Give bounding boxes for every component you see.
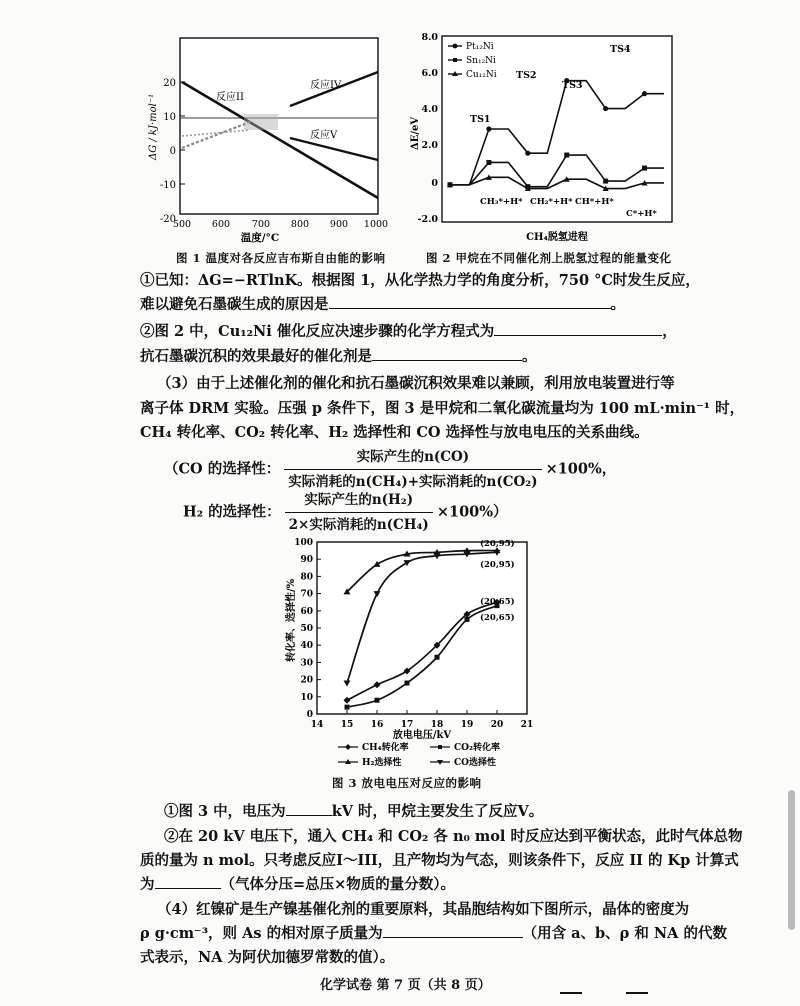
fig2-ytick: -2.0 [417, 214, 438, 225]
fig3-xtick: 21 [520, 720, 534, 730]
fig2-ts4: TS4 [610, 44, 631, 55]
fig2-ytick: 2.0 [421, 140, 438, 151]
fig3-point [345, 705, 350, 710]
q-line-1b: 难以避免石墨碳生成的原因是 。 [140, 296, 625, 313]
fig2-species: CH*+H* [575, 197, 614, 207]
q2-line-3c: 式表示，NA 为阿伏加德罗常数的值）。 [140, 949, 395, 966]
figure-2 [410, 28, 680, 248]
fig3-ytick: 60 [300, 606, 313, 617]
fig2-legend-pt: Pt₁₂Ni [466, 42, 494, 52]
fig2-point [525, 151, 530, 156]
fig1-xtick: 500 [172, 219, 192, 230]
fig3-ytick: 70 [300, 589, 313, 600]
q2-line-2a: ②在 20 kV 电压下，通入 CH₄ 和 CO₂ 各 n₀ mol 时反应达到平衡状态，此时气体总物 [164, 828, 743, 845]
fig3-legend-co: CO选择性 [454, 758, 497, 768]
q-line-3a: （3）由于上述催化剂的催化和抗石墨碳沉积效果难以兼顾，利用放电装置进行等 [157, 375, 675, 392]
answer-blank-6[interactable] [383, 923, 523, 938]
fig2-point [603, 106, 608, 111]
q-line-1a: ①已知：ΔG=−RTlnK。根据图 1，从化学热力学的角度分析，750 °C时发生反应， [140, 272, 700, 289]
fig1-xtick: 800 [290, 219, 310, 230]
fig2-legend-sn: Sn₁₂Ni [466, 56, 496, 66]
fig1-ytick: -20 [159, 214, 176, 225]
fig3-xtick: 14 [310, 720, 324, 730]
fig3-point [465, 617, 470, 622]
answer-blank-5[interactable] [155, 874, 221, 889]
fig3-annot: (20,95) [480, 560, 515, 570]
fig2-ytick: 6.0 [421, 68, 438, 79]
q-line-3b: 离子体 DRM 实验。压强 p 条件下，图 3 是甲烷和二氧化碳流量均为 100 mL·min⁻¹ 时， [140, 400, 745, 417]
fig2-ytick: 0 [431, 178, 438, 189]
page-footer: 化学试卷 第 7 页（共 8 页） [320, 978, 491, 993]
h2-selectivity-formula: H₂ 的选择性： $\frac{\text{实际产生的n(H₂)}}{\text{2×实际消耗的n(CH₄)}}$ ×100%） [183, 492, 508, 533]
q-line-2b: 抗石墨碳沉积的效果最好的催化剂是 。 [140, 348, 537, 365]
fig3-ytick: 30 [300, 658, 313, 669]
fig1-ytick: 10 [163, 112, 176, 123]
fig1-caption: 图 1 温度对各反应吉布斯自由能的影响 [176, 251, 386, 265]
fig3-ytick: 20 [300, 675, 313, 686]
fig1-ytick: 0 [169, 146, 176, 157]
fig3-ytick: 0 [306, 710, 313, 720]
fig3-caption: 图 3 放电电压对反应的影响 [332, 776, 482, 790]
fig1-ytick: 20 [163, 78, 176, 89]
fig3-xtick: 17 [400, 720, 414, 730]
fig3-ytick: 40 [300, 641, 313, 652]
mark [626, 992, 648, 994]
fig3-xlabel: 放电电压/kV [392, 730, 452, 741]
fig2-ts2: TS2 [516, 70, 537, 81]
fig3-xtick: 16 [370, 720, 384, 730]
fig1-label-r4: 反应IV [310, 80, 342, 91]
fig3-ytick: 90 [300, 555, 313, 566]
q-line-3c: CH₄ 转化率、CO₂ 转化率、H₂ 选择性和 CO 选择性与放电电压的关系曲线。 [140, 424, 649, 441]
q2-line-2b: 质的量为 n mol。只考虑反应I～III，且产物均为气态，则该条件下，反应 II 的 Kp 计算式 [140, 852, 739, 869]
fig2-xlabel: CH₄脱氢进程 [526, 232, 588, 243]
fig1-xtick: 900 [329, 219, 349, 230]
fig1-label-r2: 反应II [216, 92, 244, 103]
fig3-ytick: 50 [300, 624, 313, 634]
fig2-point [564, 153, 569, 158]
q2-line-1: ①图 3 中，电压为 kV 时，甲烷主要发生了反应V。 [164, 803, 544, 820]
fig1-ylabel: ΔG / kJ·mol⁻¹ [148, 93, 159, 160]
q2-line-3b: ρ g·cm⁻³，则 As 的相对原子质量为 （用含 a、b、ρ 和 NA 的代数 [140, 925, 727, 942]
fig3-xtick: 19 [460, 720, 474, 730]
fig1-xtick: 1000 [363, 219, 389, 230]
scrollbar[interactable] [788, 790, 795, 930]
q-line-2a: ②图 2 中，Cu₁₂Ni 催化反应决速步骤的化学方程式为 ， [140, 323, 677, 340]
fig1-xtick: 600 [211, 219, 231, 230]
fig1-label-r5: 反应V [310, 130, 338, 141]
fig2-species: C*+H* [626, 209, 657, 219]
answer-blank-1[interactable] [329, 294, 611, 309]
answer-blank-2[interactable] [494, 321, 662, 336]
fig2-ts3: TS3 [562, 80, 583, 91]
fig2-point [603, 179, 608, 184]
fig3-xtick: 20 [490, 720, 504, 730]
fig3-legend-co2: CO₂转化率 [454, 743, 500, 753]
fig2-ytick: 4.0 [421, 104, 438, 115]
fig3-legend-ch4: CH₄转化率 [362, 743, 409, 753]
fig1-xlabel: 温度/°C [240, 232, 280, 244]
fig3-ytick: 10 [300, 692, 313, 703]
fig3-legend-h2: H₂选择性 [362, 758, 402, 768]
answer-blank-4[interactable] [286, 801, 332, 816]
fig2-point [642, 91, 647, 96]
mark [560, 992, 582, 994]
fig2-species: CH₃*+H* [480, 197, 523, 207]
figure-3 [280, 532, 560, 792]
fig3-ylabel: 转化率、选择性/% [286, 578, 297, 662]
fig3-annot: (20,95) [480, 539, 515, 549]
fig3-point [435, 655, 440, 660]
fig1-xtick: 700 [251, 219, 271, 230]
fig3-annot: (20,65) [480, 597, 515, 607]
fig2-legend-cu: Cu₁₂Ni [466, 70, 497, 80]
fig1-ytick: -10 [159, 180, 176, 191]
q2-line-3a: （4）红镍矿是生产镍基催化剂的重要原料，其晶胞结构如下图所示，晶体的密度为 [157, 901, 690, 918]
fig2-point [486, 160, 491, 165]
co-selectivity-formula: （CO 的选择性： $\frac{\text{实际产生的n(CO)}}{\text{实际消耗的n(CH₄)+实际消耗的n(CO₂)}}$ ×100%， [164, 449, 617, 490]
fig3-point [375, 698, 380, 703]
fig3-ytick: 100 [294, 538, 313, 548]
fig3-xtick: 18 [430, 720, 444, 730]
fig2-point [486, 126, 491, 131]
fig2-ylabel: ΔE/eV [410, 116, 421, 150]
fig3-point [405, 681, 410, 686]
figure-1 [140, 30, 400, 246]
fig3-annot: (20,65) [480, 613, 515, 623]
fig2-species: CH₂*+H* [530, 197, 573, 207]
answer-blank-3[interactable] [372, 346, 522, 361]
fig2-ts1: TS1 [470, 114, 491, 125]
fig2-point [642, 166, 647, 171]
fig3-ytick: 80 [300, 572, 313, 583]
q2-line-2c: 为 （气体分压=总压×物质的量分数）。 [140, 876, 456, 893]
fig2-ytick: 8.0 [421, 32, 438, 43]
fig2-caption: 图 2 甲烷在不同催化剂上脱氢过程的能量变化 [426, 251, 672, 265]
fig3-xtick: 15 [340, 720, 354, 730]
